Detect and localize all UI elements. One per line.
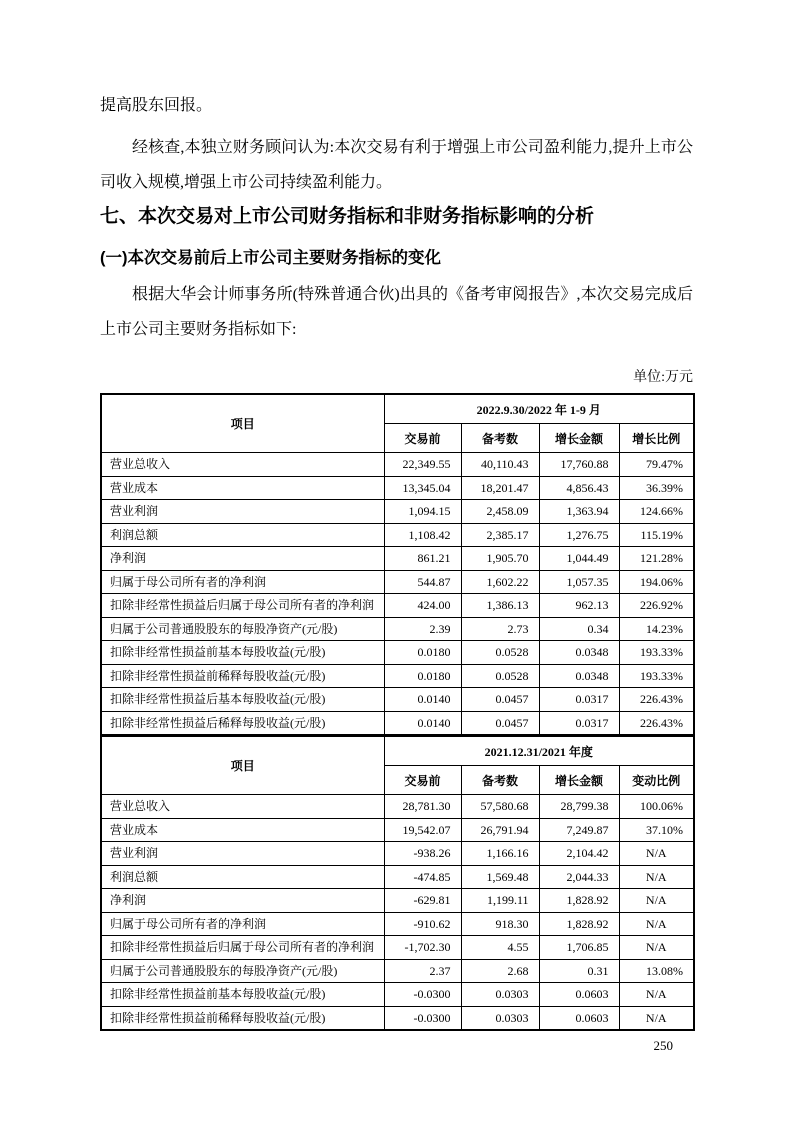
row-value: N/A (619, 889, 694, 913)
table-header-2021 (101, 736, 694, 795)
table-row (101, 959, 694, 983)
row-value: 226.92% (619, 594, 694, 618)
period-header: 2022.9.30/2022 年 1-9 月 (384, 394, 694, 424)
row-value: N/A (619, 912, 694, 936)
table-row (101, 795, 694, 819)
table-row (101, 617, 694, 641)
row-value: 0.0303 (461, 983, 539, 1007)
row-value: 1,057.35 (539, 570, 619, 594)
row-value: N/A (619, 842, 694, 866)
row-value: 28,781.30 (384, 795, 461, 819)
table-row (101, 889, 694, 913)
column-header-pre-deal: 交易前 (384, 424, 461, 453)
row-value: 1,602.22 (461, 570, 539, 594)
row-value: 1,828.92 (539, 889, 619, 913)
table-row (101, 912, 694, 936)
section-heading-level1: 七、本次交易对上市公司财务指标和非财务指标影响的分析 (100, 206, 595, 227)
row-item-label: 扣除非经常性损益后归属于母公司所有者的净利润 (101, 594, 384, 618)
table-header-row-period (101, 394, 694, 424)
table-row (101, 865, 694, 889)
row-item-label: 营业总收入 (101, 453, 384, 477)
table-header-2022 (101, 394, 694, 453)
row-item-label: 利润总额 (101, 865, 384, 889)
row-item-label: 利润总额 (101, 523, 384, 547)
row-value: 1,569.48 (461, 865, 539, 889)
row-value: -474.85 (384, 865, 461, 889)
row-value: 4.55 (461, 936, 539, 960)
row-value: -938.26 (384, 842, 461, 866)
row-value: 124.66% (619, 500, 694, 524)
row-item-label: 扣除非经常性损益前基本每股收益(元/股) (101, 983, 384, 1007)
row-item-label: 归属于母公司所有者的净利润 (101, 912, 384, 936)
row-value: 7,249.87 (539, 818, 619, 842)
row-value: 1,276.75 (539, 523, 619, 547)
row-value: 2.37 (384, 959, 461, 983)
row-value: 0.0180 (384, 664, 461, 688)
row-value: 121.28% (619, 547, 694, 571)
row-value: 26,791.94 (461, 818, 539, 842)
row-value: 0.0457 (461, 711, 539, 735)
row-value: 424.00 (384, 594, 461, 618)
row-value: 0.0317 (539, 711, 619, 735)
row-value: 36.39% (619, 476, 694, 500)
column-header-pre-deal: 交易前 (384, 766, 461, 795)
row-value: 0.0603 (539, 1006, 619, 1030)
row-value: 18,201.47 (461, 476, 539, 500)
row-item-label: 营业成本 (101, 818, 384, 842)
row-value: 13,345.04 (384, 476, 461, 500)
row-value: 100.06% (619, 795, 694, 819)
row-value: 1,199.11 (461, 889, 539, 913)
row-item-label: 营业利润 (101, 842, 384, 866)
row-value: N/A (619, 1006, 694, 1030)
row-value: 1,828.92 (539, 912, 619, 936)
row-item-label: 扣除非经常性损益前稀释每股收益(元/股) (101, 664, 384, 688)
table-row (101, 523, 694, 547)
row-value: 0.0303 (461, 1006, 539, 1030)
column-header-growth-amount: 增长金额 (539, 766, 619, 795)
row-item-label: 归属于公司普通股股东的每股净资产(元/股) (101, 617, 384, 641)
table-row (101, 641, 694, 665)
row-value: 0.0140 (384, 688, 461, 712)
row-value: N/A (619, 983, 694, 1007)
row-value: 22,349.55 (384, 453, 461, 477)
row-value: 0.34 (539, 617, 619, 641)
row-value: 2.73 (461, 617, 539, 641)
row-value: 2.68 (461, 959, 539, 983)
row-item-label: 扣除非经常性损益后归属于母公司所有者的净利润 (101, 936, 384, 960)
table-body-2021 (101, 795, 694, 1031)
row-value: 19,542.07 (384, 818, 461, 842)
row-item-label: 扣除非经常性损益后基本每股收益(元/股) (101, 688, 384, 712)
financial-table-2021 (100, 735, 695, 1031)
row-item-label: 扣除非经常性损益后稀释每股收益(元/股) (101, 711, 384, 735)
table-row (101, 547, 694, 571)
row-value: 861.21 (384, 547, 461, 571)
row-value: 2,385.17 (461, 523, 539, 547)
row-value: 13.08% (619, 959, 694, 983)
table-row (101, 711, 694, 735)
row-value: 962.13 (539, 594, 619, 618)
paragraph-table-intro: 根据大华会计师事务所(特殊普通合伙)出具的《备考审阅报告》,本次交易完成后上市公司主要财务指标如下: (100, 286, 693, 338)
row-value: 1,363.94 (539, 500, 619, 524)
table-header-row-period (101, 736, 694, 766)
row-value: 0.0317 (539, 688, 619, 712)
table-row (101, 500, 694, 524)
row-value: 918.30 (461, 912, 539, 936)
row-value: 0.31 (539, 959, 619, 983)
table-row (101, 842, 694, 866)
page-content (100, 0, 693, 1031)
row-item-label: 营业总收入 (101, 795, 384, 819)
row-value: 194.06% (619, 570, 694, 594)
table-row (101, 664, 694, 688)
row-value: 2,044.33 (539, 865, 619, 889)
row-value: 37.10% (619, 818, 694, 842)
row-value: 1,166.16 (461, 842, 539, 866)
row-item-label: 净利润 (101, 547, 384, 571)
table-row (101, 818, 694, 842)
row-value: 0.0603 (539, 983, 619, 1007)
row-value: 115.19% (619, 523, 694, 547)
table-body-2022 (101, 453, 694, 735)
table-row (101, 936, 694, 960)
period-header: 2021.12.31/2021 年度 (384, 736, 694, 766)
table-row (101, 1006, 694, 1030)
row-value: 1,706.85 (539, 936, 619, 960)
section-heading-level2: (一)本次交易前后上市公司主要财务指标的变化 (100, 249, 441, 267)
row-value: 1,386.13 (461, 594, 539, 618)
row-item-label: 归属于公司普通股股东的每股净资产(元/股) (101, 959, 384, 983)
row-value: 14.23% (619, 617, 694, 641)
column-header-proforma: 备考数 (461, 766, 539, 795)
table-row (101, 594, 694, 618)
row-value: 40,110.43 (461, 453, 539, 477)
row-value: 0.0528 (461, 641, 539, 665)
row-value: 17,760.88 (539, 453, 619, 477)
unit-note: 单位:万元 (633, 370, 693, 385)
row-value: -0.0300 (384, 983, 461, 1007)
row-value: 57,580.68 (461, 795, 539, 819)
row-value: -0.0300 (384, 1006, 461, 1030)
row-value: 544.87 (384, 570, 461, 594)
row-value: 2,458.09 (461, 500, 539, 524)
row-item-label: 营业利润 (101, 500, 384, 524)
row-value: 1,905.70 (461, 547, 539, 571)
row-value: 4,856.43 (539, 476, 619, 500)
column-header-growth-amount: 增长金额 (539, 424, 619, 453)
row-value: 1,094.15 (384, 500, 461, 524)
row-value: -629.81 (384, 889, 461, 913)
table-row (101, 476, 694, 500)
row-value: 0.0180 (384, 641, 461, 665)
row-value: N/A (619, 936, 694, 960)
row-value: 1,044.49 (539, 547, 619, 571)
row-value: 1,108.42 (384, 523, 461, 547)
row-item-label: 扣除非经常性损益前基本每股收益(元/股) (101, 641, 384, 665)
column-header-growth-ratio: 增长比例 (619, 424, 694, 453)
row-value: 0.0457 (461, 688, 539, 712)
row-value: -1,702.30 (384, 936, 461, 960)
row-value: 226.43% (619, 711, 694, 735)
paragraph-shareholder-return: 提高股东回报。 (100, 97, 213, 114)
row-value: 0.0528 (461, 664, 539, 688)
row-value: 0.0140 (384, 711, 461, 735)
table-row (101, 453, 694, 477)
row-item-label: 归属于母公司所有者的净利润 (101, 570, 384, 594)
page-number: 250 (653, 1038, 673, 1053)
table-row (101, 983, 694, 1007)
row-value: 226.43% (619, 688, 694, 712)
column-header-proforma: 备考数 (461, 424, 539, 453)
item-column-header: 项目 (101, 394, 384, 453)
row-value: 2,104.42 (539, 842, 619, 866)
column-header-change-ratio: 变动比例 (619, 766, 694, 795)
row-value: -910.62 (384, 912, 461, 936)
paragraph-advisor-opinion: 经核查,本独立财务顾问认为:本次交易有利于增强上市公司盈利能力,提升上市公司收入规模,增强上市公司持续盈利能力。 (100, 139, 693, 191)
row-value: 193.33% (619, 664, 694, 688)
row-item-label: 扣除非经常性损益前稀释每股收益(元/股) (101, 1006, 384, 1030)
row-value: 0.0348 (539, 641, 619, 665)
row-value: N/A (619, 865, 694, 889)
table-row (101, 570, 694, 594)
financial-table-2022 (100, 393, 695, 735)
row-value: 79.47% (619, 453, 694, 477)
row-item-label: 净利润 (101, 889, 384, 913)
row-value: 0.0348 (539, 664, 619, 688)
table-row (101, 688, 694, 712)
row-item-label: 营业成本 (101, 476, 384, 500)
item-column-header: 项目 (101, 736, 384, 795)
row-value: 193.33% (619, 641, 694, 665)
row-value: 28,799.38 (539, 795, 619, 819)
row-value: 2.39 (384, 617, 461, 641)
